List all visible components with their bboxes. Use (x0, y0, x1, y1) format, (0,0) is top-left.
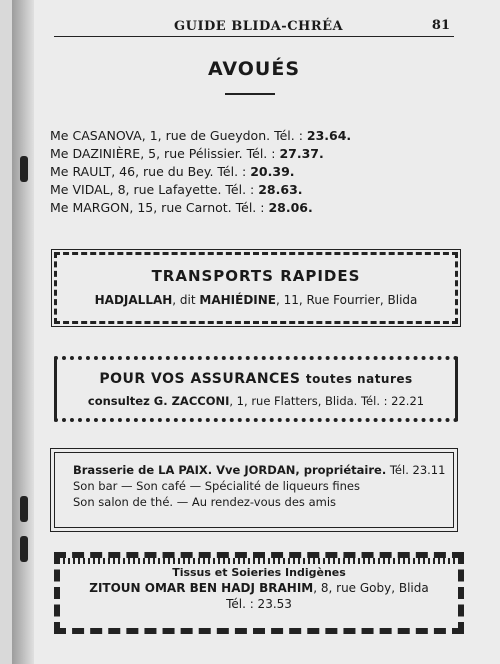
ad-tissus (54, 552, 464, 634)
running-title: GUIDE BLIDA-CHRÉA (174, 19, 344, 34)
list-item (50, 145, 351, 163)
entry-tel: 28.06. (268, 200, 313, 215)
ad-title-suffix: toutes natures (305, 372, 413, 386)
book-spine (12, 0, 34, 664)
ad-alias: MAHIÉDINE (199, 293, 277, 307)
entry-tel: 20.39. (250, 164, 295, 179)
ad-line: Tissus et Soieries Indigènes (172, 566, 346, 579)
entry-name: MARGON (72, 200, 130, 215)
ad-address: , 1, rue Flatters, Blida. Tél. : 22.21 (229, 394, 425, 408)
entry-name: DAZINIÈRE (72, 146, 141, 161)
entry-name: RAULT (72, 164, 112, 179)
entry-prefix: Me (50, 146, 69, 161)
page-number: 81 (431, 18, 450, 33)
list-item (50, 163, 351, 181)
ad-line (57, 394, 455, 408)
list-item (50, 199, 351, 217)
binding-hole (20, 496, 28, 522)
list-item (50, 127, 351, 145)
page (12, 0, 500, 664)
section-title: AVOUÉS (207, 58, 301, 80)
entry-tel: 23.64. (306, 128, 352, 143)
ad-address: , 11, Rue Fourrier, Blida (276, 293, 418, 307)
ad-assurances (54, 356, 458, 422)
title-underline (225, 93, 275, 95)
entry-tel: 27.37. (279, 146, 324, 161)
ad-address: , 8, rue Goby, Blida (313, 581, 429, 595)
ad-name: HADJALLAH (94, 293, 173, 307)
entry-address: , 46, rue du Bey. Tél. : (111, 164, 251, 179)
entry-prefix: Me (50, 164, 69, 179)
page-header (54, 14, 454, 37)
ad-line: Son bar — Son café — Spécialité de liqueurs fines (73, 479, 360, 493)
binding-hole (20, 536, 28, 562)
entry-address: , 1, rue de Gueydon. Tél. : (141, 128, 307, 143)
ad-title-main: POUR VOS ASSURANCES (99, 371, 301, 387)
entry-prefix: Me (50, 128, 69, 143)
ad-tel: Tél. : 23.53 (226, 597, 292, 611)
entry-name: CASANOVA (72, 128, 142, 143)
ad-lead: Brasserie de LA PAIX. Vve JORDAN, propriétaire. (73, 463, 387, 477)
entry-prefix: Me (50, 200, 69, 215)
entry-address: , 8, rue Lafayette. Tél. : (109, 182, 259, 197)
entry-tel: 28.63. (258, 182, 303, 197)
ad-text: , dit (172, 293, 200, 307)
entry-name: VIDAL (72, 182, 110, 197)
ad-line (57, 293, 455, 307)
entry-prefix: Me (50, 182, 69, 197)
ad-consultez: consultez G. ZACCONI (87, 394, 230, 408)
ad-brasserie (54, 452, 454, 528)
ad-lines (73, 462, 445, 510)
ad-tel: Tél. 23.11 (386, 463, 446, 477)
ad-line (73, 462, 445, 478)
ad-title: TRANSPORTS RAPIDES (151, 267, 361, 285)
ad-transports-rapides (54, 252, 458, 324)
ad-line: Son salon de thé. — Au rendez-vous des amis (73, 495, 337, 509)
entry-address: , 15, rue Carnot. Tél. : (129, 200, 269, 215)
ad-line (60, 581, 458, 595)
list-item (50, 181, 351, 199)
entry-address: , 5, rue Pélissier. Tél. : (140, 146, 280, 161)
binding-hole (20, 156, 28, 182)
avoues-list (50, 127, 351, 217)
ad-name: ZITOUN OMAR BEN HADJ BRAHIM (89, 581, 314, 595)
ad-title (57, 371, 455, 387)
